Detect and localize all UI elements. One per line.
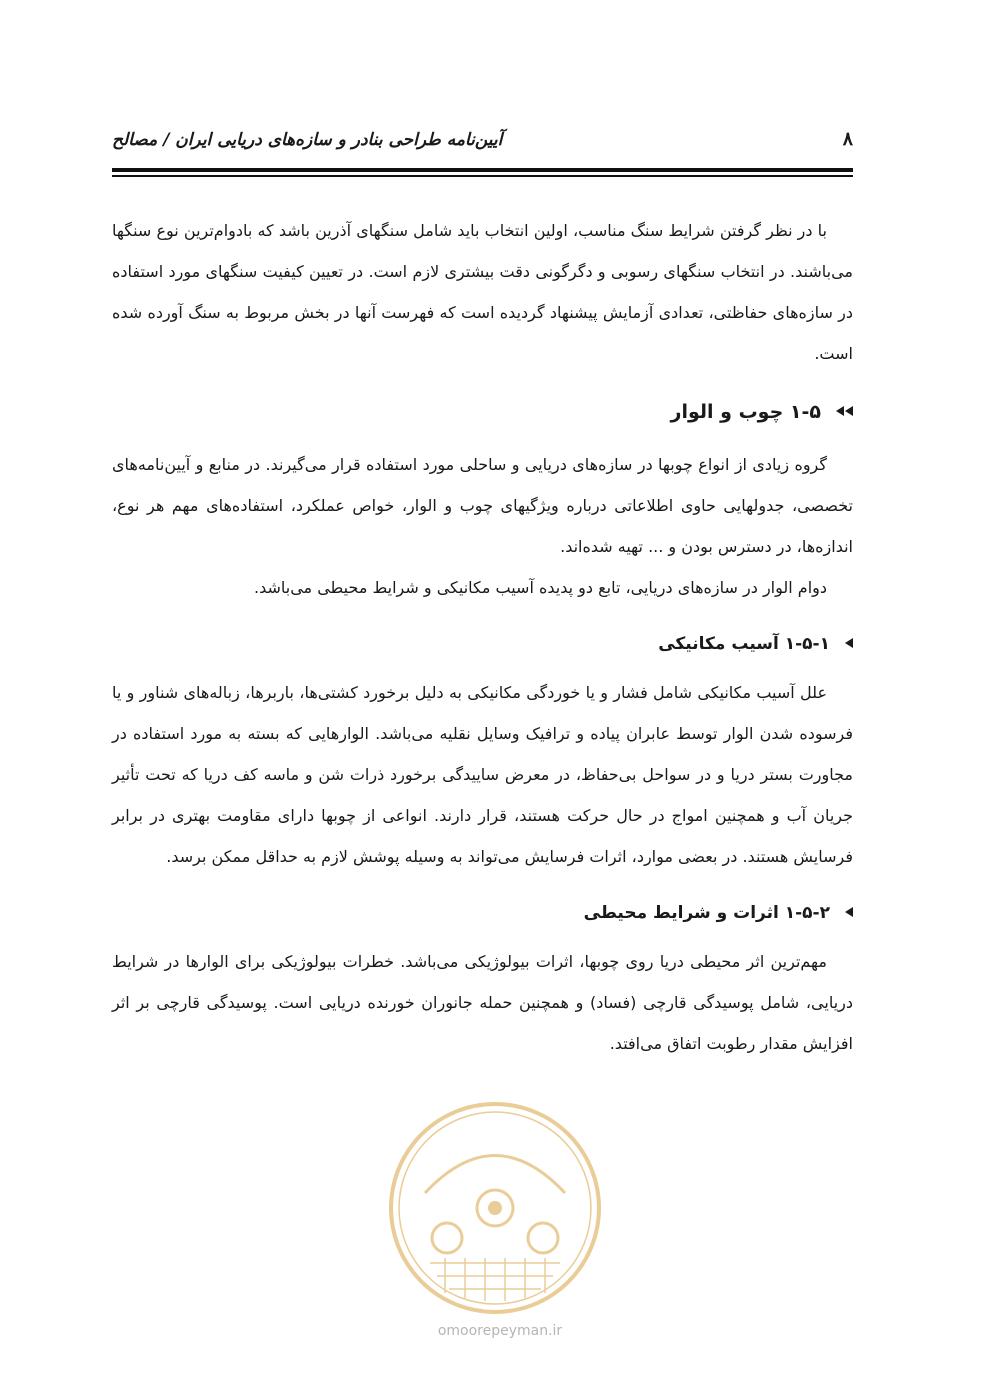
section-heading-1-5-1-text: ۱-۵-۱ آسیب مکانیکی bbox=[658, 634, 830, 654]
section-heading-1-5 bbox=[112, 386, 853, 438]
watermark-url: omoorepeyman.ir bbox=[437, 1323, 563, 1339]
arrow-bullet-icon bbox=[844, 636, 853, 652]
running-header-title: آیین‌نامه طراحی بنادر و سازه‌های دریایی ایران / مصالح bbox=[112, 130, 503, 150]
watermark-seal-logo bbox=[385, 1098, 605, 1318]
section-heading-1-5-text: ۱-۵ چوب و الوار bbox=[670, 401, 821, 423]
section-1-5-paragraph-2: دوام الوار در سازه‌های دریایی، تابع دو پدیده آسیب مکانیکی و شرایط محیطی می‌باشد. bbox=[253, 578, 827, 597]
arrow-bullet-icon bbox=[844, 905, 853, 921]
double-arrow-bullet-icon bbox=[835, 404, 853, 420]
page-header bbox=[112, 126, 853, 162]
page-number: ۸ bbox=[842, 128, 853, 150]
section-1-5-1-paragraph: علل آسیب مکانیکی شامل فشار و یا خوردگی مکانیکی به دلیل برخورد کشتی‌ها، باربرها، زباله‌های شناور و یا فرسوده شدن الوار توسط عابران پیاده و ترافیک وسایل نقلیه می‌باشد. الوارهایی که بسته به مورد استفاده در مجاورت بستر دریا و در سواحل بی‌حفاظ، در معرض ساییدگی برخورد ذرات شن و ماسه کف دریا که تحت تأثیر جریان آب و همچنین امواج در حال حرکت هستند، قرار دارند. انواعی از چوبها دارای مقاومت بهتری در برابر فرسایش هستند. در بعضی موارد، اثرات فرسایش می‌تواند به وسیله پوشش لازم به حداقل ممکن برسد. bbox=[112, 683, 853, 866]
section-1-5-paragraph-1: گروه زیادی از انواع چوبها در سازه‌های دریایی و ساحلی مورد استفاده قرار می‌گیرند. در منابع و آیین‌نامه‌های تخصصی، جدولهایی حاوی اطلاعاتی درباره ویژگیهای چوب و الوار، خواص عملکرد، استفاده‌های مهم هر نوع، اندازه‌ها، در دسترس بودن و ... تهیه شده‌اند. bbox=[112, 455, 853, 556]
section-1-5-2-paragraph: مهم‌ترین اثر محیطی دریا روی چوبها، اثرات بیولوژیکی می‌باشد. خطرات بیولوژیکی برای الوارها در شرایط دریایی، شامل پوسیدگی قارچی (فساد) و همچنین حمله جانوران خورنده دریایی است. پوسیدگی قارچی بر اثر افزایش مقدار رطوبت اتفاق می‌افتد. bbox=[112, 952, 853, 1053]
header-rule-thin bbox=[112, 175, 853, 177]
section-heading-1-5-2 bbox=[112, 889, 853, 937]
header-rule-thick bbox=[112, 168, 853, 172]
section-heading-1-5-2-text: ۱-۵-۲ اثرات و شرایط محیطی bbox=[583, 903, 830, 923]
page-content bbox=[112, 210, 853, 1064]
intro-paragraph: با در نظر گرفتن شرایط سنگ مناسب، اولین انتخاب باید شامل سنگهای آذرین باشد که بادوام‌ترین نوع سنگها می‌باشند. در انتخاب سنگهای رسوبی و دگرگونی دقت بیشتری لازم است. در تعیین کیفیت سنگهای مورد استفاده در سازه‌های حفاظتی، تعدادی آزمایش پیشنهاد گردیده است که فهرست آنها در بخش مربوط به سنگ آورده شده است. bbox=[112, 221, 853, 363]
section-heading-1-5-1 bbox=[112, 620, 853, 668]
